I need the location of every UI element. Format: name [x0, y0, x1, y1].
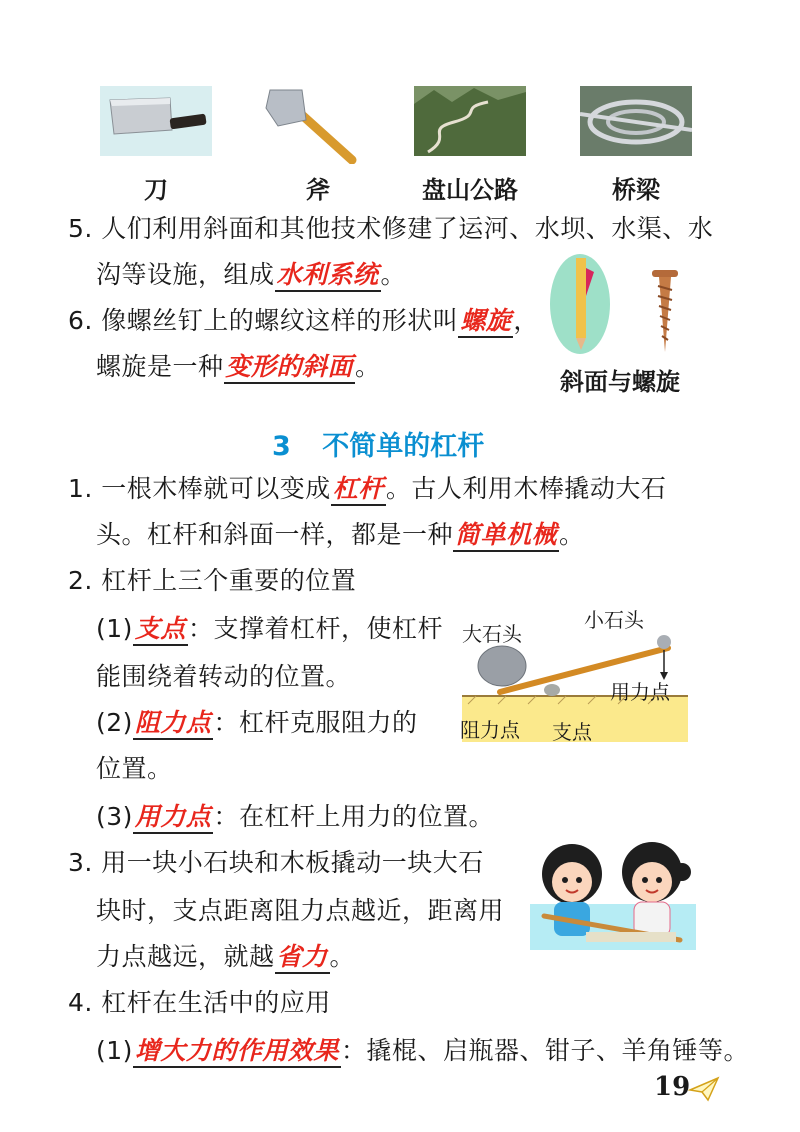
- s1-end2: 。: [559, 520, 585, 549]
- s2-p2: [96, 706, 417, 740]
- effort-point-label: 用力点: [610, 680, 670, 704]
- s4-p1-text: ：撬棍、启瓶器、钳子、羊角锤等。: [340, 1036, 749, 1065]
- item6-answer2: 变形的斜面: [224, 352, 356, 384]
- children-illustration: [530, 832, 696, 950]
- resistance-point-label: 阻力点: [460, 718, 520, 742]
- bridge-caption: 桥梁: [612, 176, 660, 204]
- knife-image: [100, 86, 212, 156]
- big-stone-label: 大石头: [462, 622, 522, 646]
- s3-end: 。: [329, 942, 356, 971]
- s4-p1-answer: 增大力的作用效果: [133, 1036, 341, 1068]
- s2-p3-num: (3): [96, 802, 133, 831]
- mountain-road-image: [414, 86, 526, 156]
- s2-p2-text: ：杠杆克服阻力的: [213, 708, 418, 737]
- s3-line2: 块时，支点距离阻力点越近，距离用: [96, 896, 505, 925]
- screw-image: [548, 252, 698, 356]
- small-stone-label: 小石头: [584, 608, 644, 632]
- s1-text2: 头。杠杆和斜面一样，都是一种: [96, 520, 454, 549]
- axe-caption: 斧: [306, 176, 330, 204]
- section-title: [272, 424, 484, 463]
- s4-p1-num: (1): [96, 1036, 133, 1065]
- item5-end: 。: [380, 260, 407, 289]
- s2-p1-cont: 能围绕着转动的位置。: [96, 662, 352, 691]
- item6-text1: 6. 像螺丝钉上的螺纹这样的形状叫: [68, 306, 459, 335]
- item5-text: 沟等设施，组成: [96, 260, 275, 289]
- item6-end1: ，: [513, 306, 539, 335]
- s3-line1: 3. 用一块小石块和木板撬动一块大石: [68, 848, 484, 877]
- screw-caption: 斜面与螺旋: [560, 368, 680, 396]
- s1-text1: 1. 一根木棒就可以变成: [68, 474, 331, 503]
- s2-p2-cont: 位置。: [96, 754, 173, 783]
- s2-heading: 2. 杠杆上三个重要的位置: [68, 566, 357, 595]
- s2-p2-num: (2): [96, 708, 133, 737]
- s2-p3: [96, 800, 494, 834]
- item5-line2: [96, 258, 406, 292]
- s1-line2: [96, 518, 585, 552]
- item5-line1: 5. 人们利用斜面和其他技术修建了运河、水坝、水渠、水: [68, 214, 714, 243]
- s2-p3-text: ：在杠杆上用力的位置。: [213, 802, 494, 831]
- section-name: 不简单的杠杆: [322, 431, 485, 462]
- item5-answer: 水利系统: [275, 260, 381, 292]
- page-number: 19: [654, 1072, 691, 1102]
- s2-p3-answer: 用力点: [133, 802, 214, 834]
- s1-text1b: 。古人利用木棒撬动大石: [385, 474, 667, 503]
- paper-plane-icon: [688, 1076, 720, 1102]
- item6-line1: [68, 304, 539, 338]
- s2-p1-text: ：支撑着杠杆，使杠杆: [187, 614, 443, 643]
- item6-answer1: 螺旋: [458, 306, 513, 338]
- mountain-road-caption: 盘山公路: [422, 176, 518, 204]
- s3-text3: 力点越远，就越: [96, 942, 275, 971]
- s2-p1-num: (1): [96, 614, 133, 643]
- s2-p2-answer: 阻力点: [133, 708, 214, 740]
- s1-line1: [68, 472, 666, 506]
- s3-answer: 省力: [275, 942, 330, 974]
- item6-end2: 。: [355, 352, 381, 381]
- s2-p1-answer: 支点: [133, 614, 188, 646]
- s2-p1: [96, 612, 443, 646]
- fulcrum-label: 支点: [552, 720, 592, 744]
- s1-answer1: 杠杆: [331, 474, 386, 506]
- s3-line3: [96, 940, 355, 974]
- item6-line2: [96, 350, 381, 384]
- s4-heading: 4. 杠杆在生活中的应用: [68, 988, 331, 1017]
- s4-p1: [96, 1034, 749, 1068]
- item6-text2: 螺旋是一种: [96, 352, 224, 381]
- knife-caption: 刀: [144, 176, 168, 204]
- bridge-image: [580, 86, 692, 156]
- axe-image: [262, 86, 374, 164]
- s1-answer2: 简单机械: [453, 520, 559, 552]
- section-number: 3: [272, 431, 291, 462]
